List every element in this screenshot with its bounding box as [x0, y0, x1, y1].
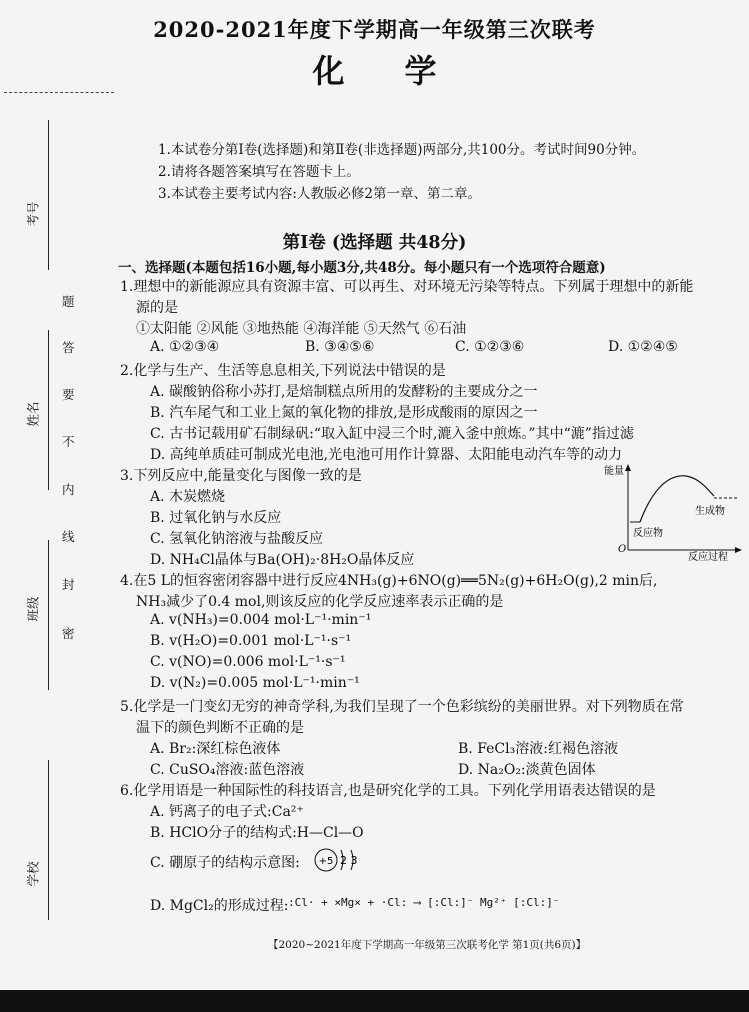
school-line [48, 760, 49, 920]
binding-dash-line [4, 92, 114, 93]
q5-option-a: A. Br₂:深红棕色液体 [150, 741, 281, 757]
q3-option-d: D. NH₄Cl晶体与Ba(OH)₂·8H₂O晶体反应 [150, 552, 415, 568]
note-1: 1.本试卷分第Ⅰ卷(选择题)和第Ⅱ卷(非选择题)两部分,共100分。考试时间90分钟。 [158, 142, 646, 158]
q5-stem-cont: 温下的颜色判断不正确的是 [136, 720, 304, 736]
q5-stem: 5.化学是一门变幻无穷的神奇学科,为我们呈现了一个色彩缤纷的美丽世界。对下列物质在常 [120, 699, 684, 715]
q1-option-c: C. ①②③⑥ [455, 339, 525, 355]
q5-option-d: D. Na₂O₂:淡黄色固体 [458, 762, 596, 778]
q4-stem: 4.在5 L的恒容密闭容器中进行反应4NH₃(g)+6NO(g)══5N₂(g)+6H₂O(g),2 min后, [120, 573, 658, 589]
x-axis-label: 反应过程 [688, 552, 728, 562]
energy-diagram [600, 462, 745, 562]
nucleus-charge: +5 [318, 856, 334, 867]
q3-option-b: B. 过氧化钠与水反应 [150, 510, 282, 526]
y-axis-arrow [625, 464, 631, 471]
q4-stem-cont: NH₃减少了0.4 mol,则该反应的化学反应速率表示正确的是 [136, 594, 504, 610]
class-label: 班级 [25, 596, 41, 622]
name-line [48, 330, 49, 490]
q4-option-c: C. v(NO)=0.006 mol·L⁻¹·s⁻¹ [150, 654, 346, 670]
scan-border [0, 990, 749, 1012]
q2-option-d: D. 高纯单质硅可制成光电池,光电池可用作计算器、太阳能电动汽车等的动力 [150, 447, 623, 463]
q1-stem-cont: 源的是 [136, 300, 178, 316]
note-3: 3.本试卷主要考试内容:人教版必修2第一章、第二章。 [158, 186, 482, 202]
q5-option-c: C. CuSO₄溶液:蓝色溶液 [150, 762, 305, 778]
name-label: 姓名 [25, 401, 41, 427]
q1-stem: 1.理想中的新能源应具有资源丰富、可以再生、对环境无污染等特点。下列属于理想中的新能 [120, 279, 694, 295]
q6-option-d: D. MgCl₂的形成过程: [150, 898, 289, 914]
q4-option-d: D. v(N₂)=0.005 mol·L⁻¹·min⁻¹ [150, 675, 360, 691]
part-title: 一、选择题(本题包括16小题,每小题3分,共48分。每小题只有一个选项符合题意) [118, 260, 606, 276]
q3-stem: 3.下列反应中,能量变化与图像一致的是 [120, 468, 362, 484]
class-line [48, 540, 49, 690]
exam-no-label: 考号 [25, 201, 41, 227]
q2-option-a: A. 碳酸钠俗称小苏打,是焙制糕点所用的发酵粉的主要成分之一 [150, 384, 538, 400]
x-axis-arrow [735, 547, 742, 553]
energy-axis-label: 能量 [604, 466, 624, 477]
binding-char: 内 [62, 482, 75, 497]
shell-electrons: 2 3 [340, 854, 358, 867]
binding-char: 题 [62, 294, 75, 309]
subject-title: 化学 [312, 52, 497, 90]
binding-char: 要 [62, 387, 75, 402]
reactant-label: 反应物 [633, 528, 663, 539]
q3-option-c: C. 氢氧化钠溶液与盐酸反应 [150, 531, 324, 547]
q6-option-b: B. HClO分子的结构式:H—Cl—O [150, 825, 364, 841]
q1-option-d: D. ①②④⑤ [608, 339, 678, 355]
q4-option-b: B. v(H₂O)=0.001 mol·L⁻¹·s⁻¹ [150, 633, 352, 649]
q1-option-a: A. ①②③④ [150, 339, 220, 355]
q3-option-a: A. 木炭燃烧 [150, 489, 226, 505]
q2-option-b: B. 汽车尾气和工业上氮的氧化物的排放,是形成酸雨的原因之一 [150, 405, 538, 421]
product-label: 生成物 [695, 506, 725, 517]
q6-stem: 6.化学用语是一种国际性的科技语言,也是研究化学的工具。下列化学用语表达错误的是 [120, 783, 656, 799]
binding-char: 封 [62, 577, 75, 592]
page-footer: 【2020~2021年度下学期高一年级第三次联考化学 第1页(共6页)】 [268, 939, 587, 951]
exam-title: 2020-2021年度下学期高一年级第三次联考 [153, 17, 596, 42]
section-title: 第Ⅰ卷 (选择题 共48分) [282, 233, 467, 253]
binding-char: 密 [62, 626, 75, 641]
mgcl2-formation: :Cl· + ×Mg× + ·Cl: ⟶ [:Cl:]⁻ Mg²⁺ [:Cl:]⁻ [288, 896, 560, 909]
q1-option-b: B. ③④⑤⑥ [305, 339, 375, 355]
origin-label: O [618, 544, 627, 555]
q6-option-c: C. 硼原子的结构示意图: [150, 855, 300, 871]
q5-option-b: B. FeCl₃溶液:红褐色溶液 [458, 741, 618, 757]
q2-stem: 2.化学与生产、生活等息息相关,下列说法中错误的是 [120, 363, 446, 379]
binding-char: 线 [62, 529, 75, 544]
q2-option-c: C. 古书记载用矿石制绿矾:“取入缸中浸三个时,漉入釜中煎炼。”其中“漉”指过滤 [150, 426, 634, 442]
boron-structure-diagram [310, 840, 380, 880]
note-2: 2.请将各题答案填写在答题卡上。 [158, 164, 360, 180]
binding-char: 答 [62, 340, 75, 355]
q6-option-a: A. 钙离子的电子式:Ca²⁺ [150, 804, 304, 820]
q1-items: ①太阳能 ②风能 ③地热能 ④海洋能 ⑤天然气 ⑥石油 [136, 321, 467, 337]
q4-option-a: A. v(NH₃)=0.004 mol·L⁻¹·min⁻¹ [150, 612, 372, 628]
school-label: 学校 [25, 861, 41, 887]
binding-char: 不 [62, 434, 75, 449]
